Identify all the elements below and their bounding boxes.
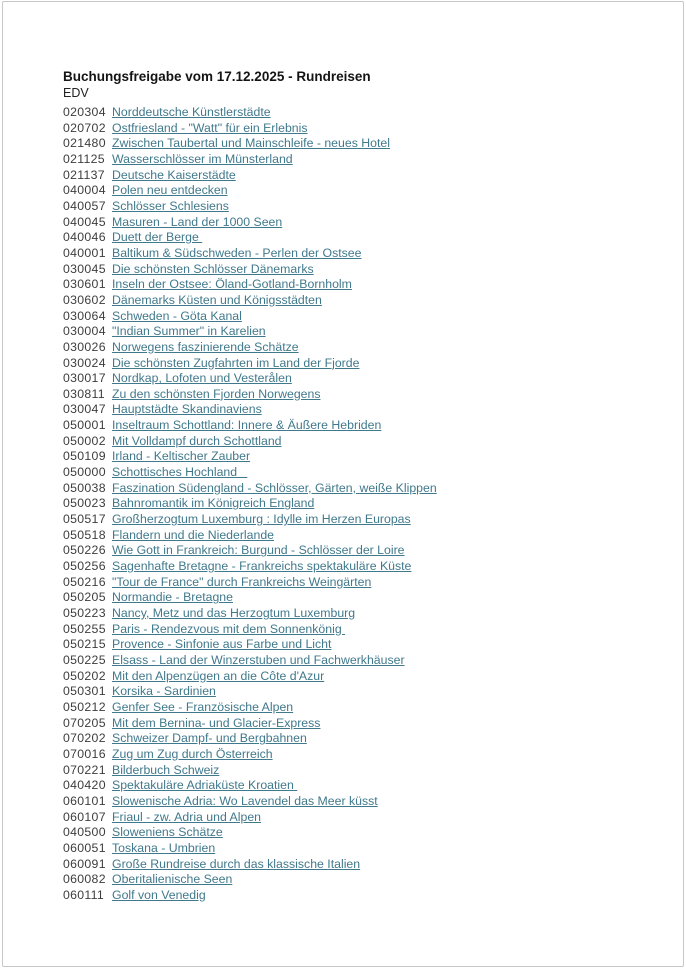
list-item — [63, 747, 663, 763]
tour-code: 070221 — [63, 762, 106, 777]
tour-code: 050109 — [63, 449, 106, 464]
tour-link[interactable]: Große Rundreise durch das klassische Italien — [112, 856, 361, 871]
list-item — [63, 606, 663, 622]
tour-code: 050226 — [63, 543, 106, 558]
list-item — [63, 794, 663, 810]
tour-link[interactable]: Golf von Venedig — [112, 887, 206, 902]
list-item — [63, 183, 663, 199]
tour-code: 030017 — [63, 371, 106, 386]
tour-link[interactable]: Inseltraum Schottland: Innere & Äußere Hebriden — [112, 418, 382, 433]
tour-code: 020702 — [63, 120, 106, 135]
list-item — [63, 152, 663, 168]
list-item — [63, 230, 663, 246]
list-item — [63, 168, 663, 184]
tour-code: 040046 — [63, 230, 106, 245]
tour-code: 050518 — [63, 527, 106, 542]
tour-code: 040045 — [63, 214, 106, 229]
tour-link[interactable]: Schweden - Göta Kanal — [112, 308, 242, 323]
tour-link[interactable]: Bahnromantik im Königreich England — [112, 496, 315, 511]
tour-code: 050216 — [63, 574, 106, 589]
tour-link[interactable]: Schweizer Dampf- und Bergbahnen — [112, 731, 307, 746]
tour-code: 020304 — [63, 105, 106, 119]
tour-code: 050301 — [63, 684, 106, 699]
tour-code: 060107 — [63, 809, 106, 824]
tour-link[interactable]: Zu den schönsten Fjorden Norwegens — [112, 386, 321, 401]
list-item — [63, 136, 663, 152]
tour-code: 070205 — [63, 715, 106, 730]
list-item — [63, 763, 663, 779]
list-item — [63, 105, 663, 121]
tour-link[interactable]: Nordkap, Lofoten und Vesterålen — [112, 371, 292, 386]
tour-link[interactable]: Baltikum & Südschweden - Perlen der Ostsee — [112, 245, 362, 260]
tour-link[interactable]: Schlösser Schlesiens — [112, 198, 229, 213]
tour-code: 050202 — [63, 668, 106, 683]
list-item — [63, 277, 663, 293]
list-item — [63, 810, 663, 826]
tour-link[interactable]: Korsika - Sardinien — [112, 684, 216, 699]
tour-link[interactable]: Masuren - Land der 1000 Seen — [112, 214, 283, 229]
list-item — [63, 199, 663, 215]
tour-code: 050000 — [63, 465, 106, 480]
tour-code: 030024 — [63, 355, 106, 370]
tour-link[interactable]: Toskana - Umbrien — [112, 840, 216, 855]
tour-code: 050212 — [63, 699, 106, 714]
tour-code: 021125 — [63, 151, 105, 166]
tour-code: 060051 — [63, 840, 106, 855]
list-item — [63, 872, 663, 888]
list-item — [63, 575, 663, 591]
list-item — [63, 121, 663, 137]
tour-code: 030047 — [63, 402, 106, 417]
tour-link[interactable]: Hauptstädte Skandinaviens — [112, 402, 262, 417]
tour-link[interactable]: Norddeutsche Künstlerstädte — [112, 105, 271, 119]
tour-link[interactable]: Provence - Sinfonie aus Farbe und Licht — [112, 637, 332, 652]
tour-code: 070202 — [63, 731, 106, 746]
tour-code: 050225 — [63, 652, 106, 667]
list-item — [63, 684, 663, 700]
tour-link[interactable]: Deutsche Kaiserstädte — [112, 167, 236, 182]
tour-link[interactable]: Wie Gott in Frankreich: Burgund - Schlösser der Loire — [112, 543, 405, 558]
tour-code: 060111 — [63, 887, 105, 902]
tour-link[interactable]: Wasserschlösser im Münsterland — [112, 151, 293, 166]
list-item — [63, 262, 663, 278]
list-item — [63, 340, 663, 356]
list-item — [63, 888, 663, 904]
tour-code: 040004 — [63, 183, 106, 198]
tour-link[interactable]: Irland - Keltischer Zauber — [112, 449, 251, 464]
document-page — [2, 1, 684, 967]
list-item — [63, 481, 663, 497]
list-item — [63, 293, 663, 309]
tour-link[interactable]: Paris - Rendezvous mit dem Sonnenkönig — [112, 621, 346, 636]
list-item — [63, 434, 663, 450]
tour-code: 050038 — [63, 480, 106, 495]
tour-code: 040057 — [63, 198, 106, 213]
tour-link[interactable]: Zug um Zug durch Österreich — [112, 746, 273, 761]
tour-link[interactable]: Norwegens faszinierende Schätze — [112, 339, 299, 354]
tour-code: 040500 — [63, 825, 106, 840]
tour-code: 050255 — [63, 621, 106, 636]
tour-link[interactable]: Die schönsten Zugfahrten im Land der Fjorde — [112, 355, 360, 370]
list-item — [63, 637, 663, 653]
list-item — [63, 590, 663, 606]
list-item — [63, 543, 663, 559]
tour-link[interactable]: Die schönsten Schlösser Dänemarks — [112, 261, 314, 276]
tour-code: 021137 — [63, 167, 105, 182]
tour-code: 050223 — [63, 606, 106, 620]
list-item — [63, 512, 663, 528]
list-item — [63, 387, 663, 403]
edv-label: EDV — [63, 86, 89, 100]
list-item — [63, 778, 663, 794]
tour-link[interactable]: Bilderbuch Schweiz — [112, 762, 220, 777]
list-item — [63, 825, 663, 841]
tour-link[interactable]: Genfer See - Französische Alpen — [112, 699, 294, 714]
tour-link[interactable]: Polen neu entdecken — [112, 183, 228, 198]
tour-code: 050001 — [63, 418, 106, 433]
tour-link[interactable]: Sloweniens Schätze — [112, 825, 223, 840]
tour-code: 050205 — [63, 590, 106, 605]
tour-code: 030064 — [63, 308, 106, 323]
list-item — [63, 700, 663, 716]
tour-link[interactable]: Mit dem Bernina- und Glacier-Express — [112, 715, 321, 730]
list-item — [63, 418, 663, 434]
tour-link[interactable]: Sagenhafte Bretagne - Frankreichs spektakuläre Küste — [112, 559, 412, 574]
tour-code: 050002 — [63, 433, 106, 448]
tour-link[interactable]: "Tour de France" durch Frankreichs Weingärten — [112, 574, 372, 589]
tour-link[interactable]: Oberitalienische Seen — [112, 872, 233, 887]
tour-list — [63, 105, 663, 903]
tour-link[interactable]: Normandie - Bretagne — [112, 590, 233, 605]
list-item — [63, 324, 663, 340]
tour-code: 060101 — [63, 793, 106, 808]
tour-code: 050256 — [63, 559, 106, 574]
tour-link[interactable]: Schottisches Hochland — [112, 465, 248, 480]
tour-link[interactable]: Elsass - Land der Winzerstuben und Fachwerkhäuser — [112, 652, 405, 667]
tour-link[interactable]: Slowenische Adria: Wo Lavendel das Meer küsst — [112, 793, 378, 808]
tour-link[interactable]: Großherzogtum Luxemburg : Idylle im Herzen Europas — [112, 512, 411, 527]
tour-code: 060082 — [63, 872, 106, 887]
tour-link[interactable]: Zwischen Taubertal und Mainschleife - neues Hotel — [112, 136, 390, 151]
tour-link[interactable]: Faszination Südengland - Schlösser, Gärten, weiße Klippen — [112, 480, 437, 495]
tour-code: 050023 — [63, 496, 106, 511]
tour-link[interactable]: Friaul - zw. Adria und Alpen — [112, 809, 262, 824]
list-item — [63, 246, 663, 262]
tour-code: 040001 — [63, 245, 106, 260]
list-item — [63, 559, 663, 575]
tour-code: 040420 — [63, 778, 106, 793]
list-item — [63, 402, 663, 418]
list-item — [63, 669, 663, 685]
tour-link[interactable]: Spektakuläre Adriaküste Kroatien — [112, 778, 298, 793]
tour-link[interactable]: Duett der Berge — [112, 230, 203, 245]
tour-code: 050517 — [63, 512, 106, 527]
tour-link[interactable]: Flandern und die Niederlande — [112, 527, 275, 542]
list-item — [63, 215, 663, 231]
tour-code: 030811 — [63, 386, 105, 401]
tour-link[interactable]: Mit Volldampf durch Schottland — [112, 433, 282, 448]
list-item — [63, 716, 663, 732]
tour-code: 050215 — [63, 637, 106, 652]
tour-code: 030602 — [63, 292, 106, 307]
list-item — [63, 371, 663, 387]
tour-link[interactable]: Ostfriesland - "Watt" für ein Erlebnis — [112, 120, 308, 135]
list-item — [63, 653, 663, 669]
tour-link[interactable]: Inseln der Ostsee: Öland-Gotland-Bornholm — [112, 277, 352, 292]
tour-code: 070016 — [63, 746, 106, 761]
page-title: Buchungsfreigabe vom 17.12.2025 - Rundreisen — [63, 69, 371, 84]
tour-code: 030601 — [63, 277, 106, 292]
list-item — [63, 622, 663, 638]
list-item — [63, 731, 663, 747]
tour-link[interactable]: Mit den Alpenzügen an die Côte d'Azur — [112, 668, 325, 683]
list-item — [63, 528, 663, 544]
list-item — [63, 841, 663, 857]
list-item — [63, 449, 663, 465]
list-item — [63, 857, 663, 873]
list-item — [63, 496, 663, 512]
tour-link[interactable]: Dänemarks Küsten und Königsstädten — [112, 292, 322, 307]
tour-code: 030004 — [63, 324, 106, 339]
list-item — [63, 356, 663, 372]
tour-code: 030026 — [63, 339, 106, 354]
tour-code: 021480 — [63, 136, 106, 151]
tour-link[interactable]: Nancy, Metz und das Herzogtum Luxemburg — [112, 606, 356, 620]
tour-link[interactable]: "Indian Summer" in Karelien — [112, 324, 266, 339]
tour-code: 060091 — [63, 856, 106, 871]
tour-code: 030045 — [63, 261, 106, 276]
list-item — [63, 465, 663, 481]
list-item — [63, 309, 663, 325]
